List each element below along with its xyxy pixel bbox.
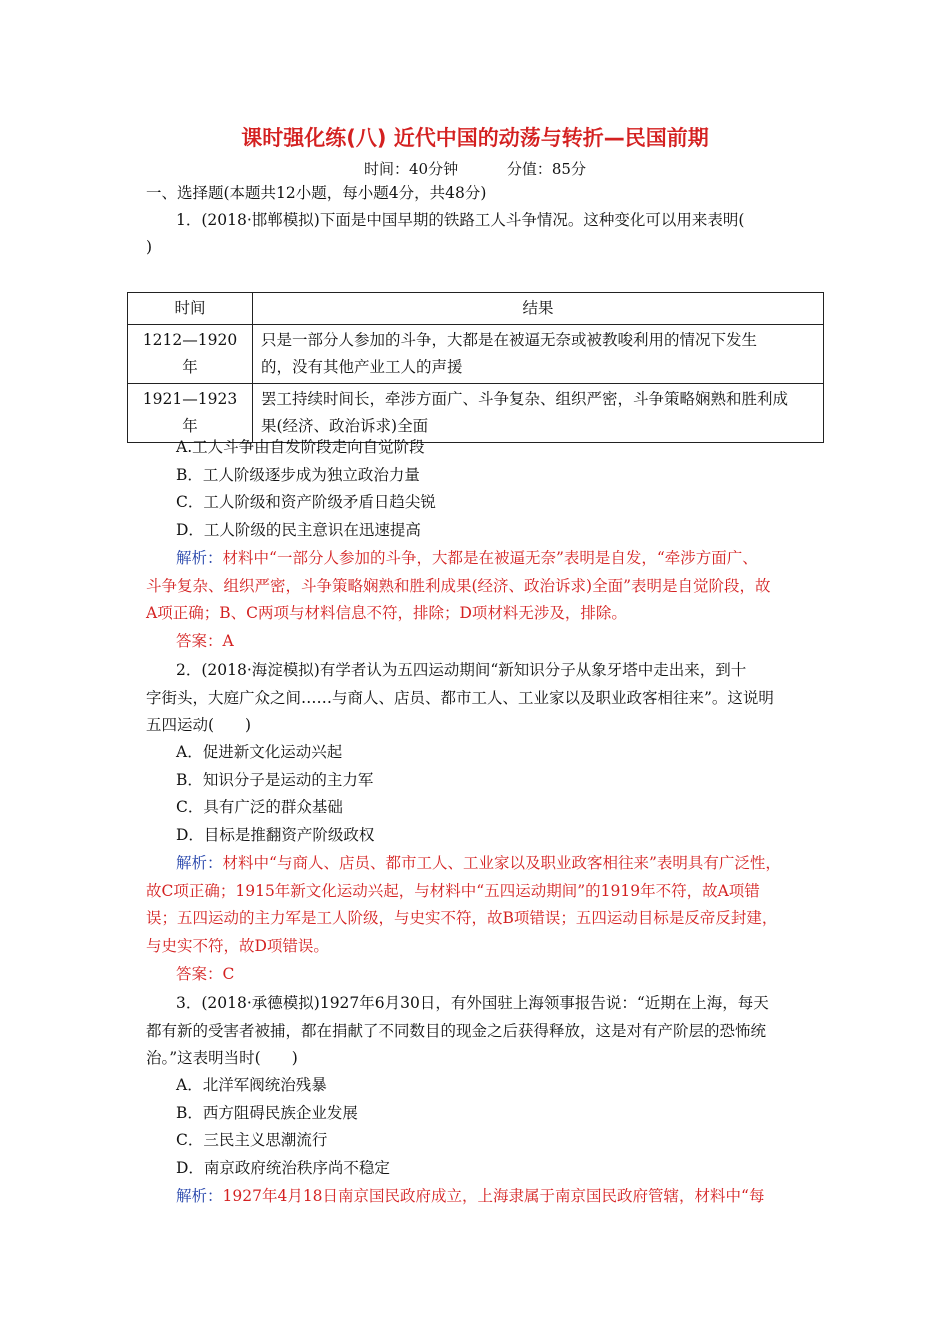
table-row — [128, 325, 824, 384]
q1-analysis-line-3: A项正确；B、C两项与材料信息不符，排除；D项材料无涉及，排除。 — [146, 604, 627, 622]
q2-stem-line-2: 字街头，大庭广众之间……与商人、店员、都市工人、工业家以及职业政客相往来”。这说明 — [146, 689, 774, 707]
q1-option-d: D．工人阶级的民主意识在迅速提高 — [176, 521, 421, 539]
analysis-label: 解析： — [176, 854, 223, 872]
table-cell-result — [253, 325, 824, 384]
analysis-label: 解析： — [176, 1187, 223, 1205]
q1-table — [127, 292, 824, 443]
table-header-result: 结果 — [253, 293, 824, 325]
q1-answer: 答案：A — [176, 632, 234, 650]
q2-option-b: B．知识分子是运动的主力军 — [176, 771, 374, 789]
analysis-label: 解析： — [176, 549, 223, 567]
result-line-1: 只是一部分人参加的斗争，大都是在被逼无奈或被教唆利用的情况下发生 — [261, 331, 758, 349]
q2-analysis-line-2: 故C项正确；1915年新文化运动兴起，与材料中“五四运动期间”的1919年不符，故A项错 — [146, 882, 760, 900]
table-cell-time: 1212—1920年 — [128, 325, 253, 384]
q1-stem-line-2: ) — [146, 238, 153, 256]
q2-analysis-line-1: 解析：材料中“与商人、店员、都市工人、工业家以及职业政客相往来”表明具有广泛性， — [176, 854, 781, 872]
table-cell-time: 1921—1923年 — [128, 384, 253, 443]
total-score: 分值：85分 — [506, 160, 586, 178]
result-line-2: 果(经济、政治诉求)全面 — [261, 417, 429, 435]
q3-option-b: B．西方阻碍民族企业发展 — [176, 1104, 358, 1122]
q2-option-c: C．具有广泛的群众基础 — [176, 798, 343, 816]
exam-meta — [0, 158, 950, 179]
table-row — [128, 384, 824, 443]
q1-option-c: C．工人阶级和资产阶级矛盾日趋尖锐 — [176, 493, 436, 511]
q2-analysis-line-4: 与史实不符，故D项错误。 — [146, 937, 329, 955]
result-line-2: 的，没有其他产业工人的声援 — [261, 358, 463, 376]
q1-stem-line-1: 1．(2018·邯郸模拟)下面是中国早期的铁路工人斗争情况。这种变化可以用来表明( — [176, 211, 745, 229]
page-title: 课时强化练(八) 近代中国的动荡与转折—民国前期 — [241, 126, 709, 150]
q2-answer: 答案：C — [176, 965, 235, 983]
table-cell-result — [253, 384, 824, 443]
q3-option-d: D．南京政府统治秩序尚不稳定 — [176, 1159, 390, 1177]
q3-stem-line-2: 都有新的受害者被捕，都在捐献了不同数目的现金之后获得释放，这是对有产阶层的恐怖统 — [146, 1022, 767, 1040]
q1-option-a: A.工人斗争由自发阶段走向自觉阶段 — [176, 438, 425, 456]
table-header-row — [128, 293, 824, 325]
q3-stem-line-1: 3．(2018·承德模拟)1927年6月30日，有外国驻上海领事报告说：“近期在上海，每天 — [176, 994, 769, 1012]
q3-option-c: C．三民主义思潮流行 — [176, 1131, 328, 1149]
q3-analysis-line-1: 解析：1927年4月18日南京国民政府成立，上海隶属于南京国民政府管辖，材料中“每 — [176, 1187, 765, 1205]
q1-analysis-line-1: 解析：材料中“一部分人参加的斗争，大都是在被逼无奈”表明是自发，“牵涉方面广、 — [176, 549, 758, 567]
q2-option-d: D．目标是推翻资产阶级政权 — [176, 826, 375, 844]
time-limit: 时间：40分钟 — [364, 160, 459, 178]
section-heading: 一、选择题(本题共12小题，每小题4分，共48分) — [146, 184, 487, 202]
q2-stem-line-3: 五四运动( ) — [146, 716, 252, 734]
result-line-1: 罢工持续时间长，牵涉方面广、斗争复杂、组织严密，斗争策略娴熟和胜利成 — [261, 390, 789, 408]
q2-analysis-line-3: 误；五四运动的主力军是工人阶级，与史实不符，故B项错误；五四运动目标是反帝反封建， — [146, 909, 778, 927]
q1-option-b: B．工人阶级逐步成为独立政治力量 — [176, 466, 420, 484]
q1-analysis-line-2: 斗争复杂、组织严密，斗争策略娴熟和胜利成果(经济、政治诉求)全面”表明是自觉阶段，故 — [146, 577, 771, 595]
q3-option-a: A．北洋军阀统治残暴 — [176, 1076, 327, 1094]
q2-stem-line-1: 2．(2018·海淀模拟)有学者认为五四运动期间“新知识分子从象牙塔中走出来，到十 — [176, 661, 747, 679]
q3-stem-line-3: 治。”这表明当时( ) — [146, 1049, 298, 1067]
table-header-time: 时间 — [128, 293, 253, 325]
q2-option-a: A．促进新文化运动兴起 — [176, 743, 343, 761]
